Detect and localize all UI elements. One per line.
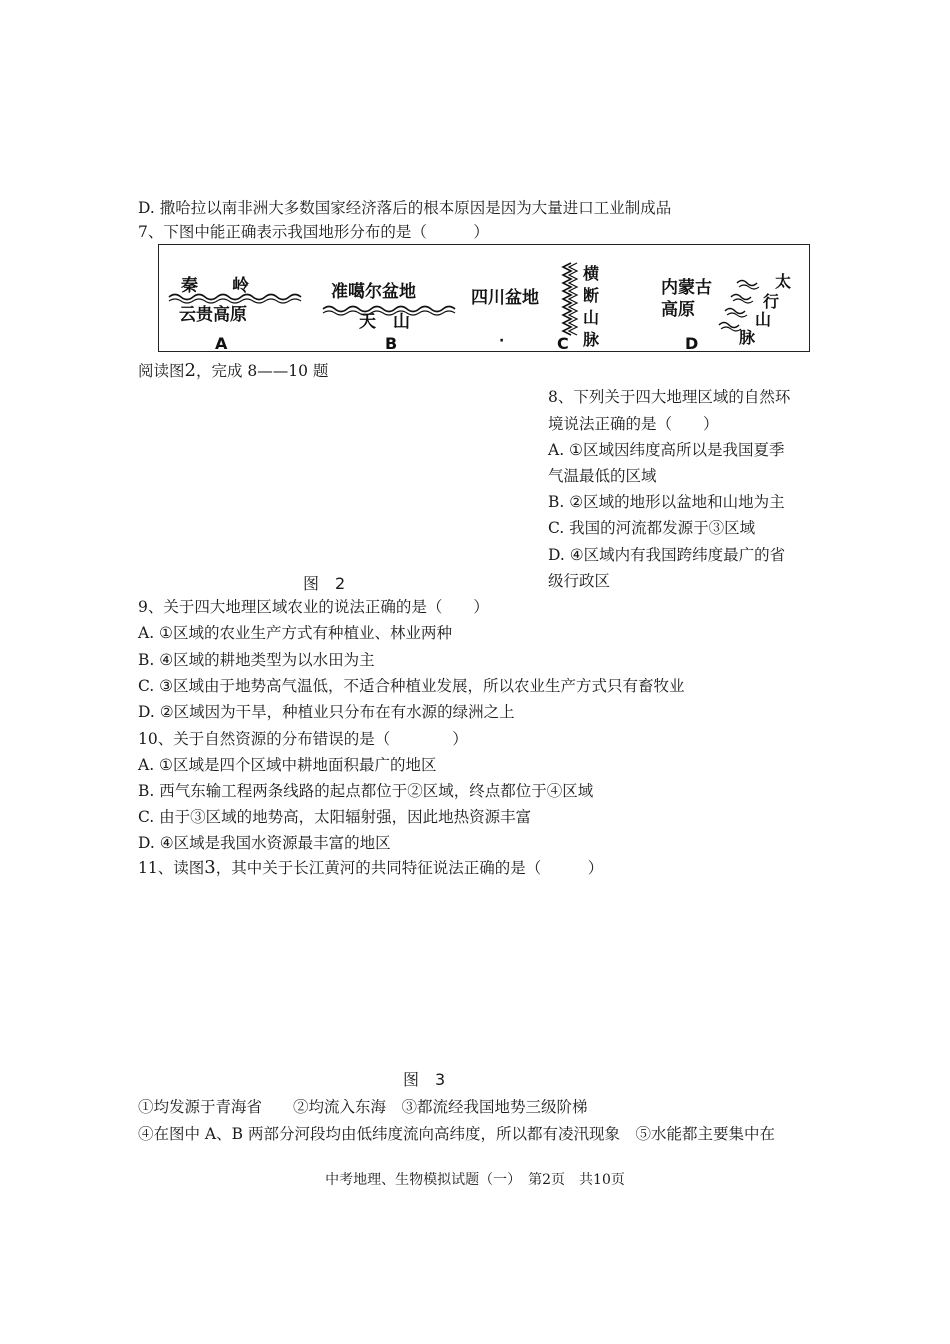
q9-stem: 9、关于四大地理区域农业的说法正确的是（ ） [138,598,489,616]
fig-d-right-3: 山 [755,310,772,329]
fig-c-left-label: 四川盆地 [471,288,539,308]
fig-d-right-1: 太 [775,272,792,291]
fig-b-mountain-line [323,307,455,312]
terrain-figure-svg [159,245,811,353]
fig-a-bottom-label: 云贵高原 [179,305,247,325]
q8-line-2: 境说法正确的是（ ） [548,415,719,433]
q10-option-c: C. 由于③区域的地势高，太阳辐射强，因此地热资源丰富 [138,808,532,826]
q9-option-d: D. ②区域因为干旱，种植业只分布在有水源的绿洲之上 [138,703,515,721]
q11-items-line-2: ④在图中 A、B 两部分河段均由低纬度流向高纬度，所以都有凌汛现象 ⑤水能都主要集中在 [138,1125,775,1143]
page-footer: 中考地理、生物模拟试题（一） 第2页 共10页 [325,1172,625,1188]
q8-line-6: C. 我国的河流都发源于③区域 [548,519,756,537]
q7-stem: 7、下图中能正确表示我国地形分布的是（ ） [138,223,489,241]
fig-b-top-label: 准噶尔盆地 [331,282,416,302]
fig-c-right-4: 脉 [583,330,600,349]
q9-option-c: C. ③区域由于地势高气温低，不适合种植业发展，所以农业生产方式只有畜牧业 [138,677,685,695]
q11-text-after: ，其中关于长江黄河的共同特征说法正确的是（ ） [215,859,604,877]
q10-stem: 10、关于自然资源的分布错误的是（ ） [138,730,468,748]
fig-d-left-1: 内蒙古 [661,278,712,298]
q8-line-5: B. ②区域的地形以盆地和山地为主 [548,493,785,511]
terrain-distribution-figure [158,244,810,352]
fig-a-top-label: 秦 岭 [181,276,249,296]
fig-b-bottom-label: 天 山 [359,312,410,332]
fig-d-left-2: 高原 [661,300,695,320]
q11-text-before: 11、读图 [138,859,205,877]
q10-option-d: D. ④区域是我国水资源最丰富的地区 [138,834,391,852]
q6-option-d: D. 撒哈拉以南非洲大多数国家经济落后的根本原因是因为大量进口工业制成品 [138,199,672,217]
fig-d-right-4: 脉 [739,328,756,347]
reading-text-after: ，完成 8——10 题 [195,362,329,380]
figure-2-caption: 图 2 [303,574,346,593]
q10-option-a: A. ①区域是四个区域中耕地面积最广的地区 [138,756,437,774]
fig-c-dot: · [499,333,505,349]
q11-stem [138,858,603,878]
fig-b-letter: B [385,334,398,353]
q8-line-1: 8、下列关于四大地理区域的自然环 [548,388,791,406]
q8-line-8: 级行政区 [548,572,611,590]
fig-c-right-1: 横 [583,264,600,283]
reading-text-before: 阅读图 [138,362,185,380]
fig-d-letter: D [685,334,699,353]
q11-fig-num: 3 [204,857,216,878]
figure-3-caption: 图 3 [403,1070,446,1089]
fig-a-letter: A [215,334,228,353]
q9-option-b: B. ④区域的耕地类型为以水田为主 [138,651,375,669]
q11-items-line-1: ①均发源于青海省 ②均流入东海 ③都流经我国地势三级阶梯 [138,1098,588,1116]
fig-d-mountain-line [719,281,757,328]
reading-instruction [138,361,328,381]
q9-option-a: A. ①区域的农业生产方式有种植业、林业两种 [138,624,452,642]
q10-option-b: B. 西气东输工程两条线路的起点都位于②区域，终点都位于④区域 [138,782,594,800]
q8-line-4: 气温最低的区域 [548,467,657,485]
fig-c-right-2: 断 [583,286,600,305]
reading-fig-num: 2 [184,360,196,381]
fig-c-right-3: 山 [583,308,600,327]
q8-line-3: A. ①区域因纬度高所以是我国夏季 [548,441,785,459]
fig-d-right-2: 行 [763,292,780,311]
fig-c-letter: C [557,334,569,353]
q8-line-7: D. ④区域内有我国跨纬度最广的省 [548,546,786,564]
